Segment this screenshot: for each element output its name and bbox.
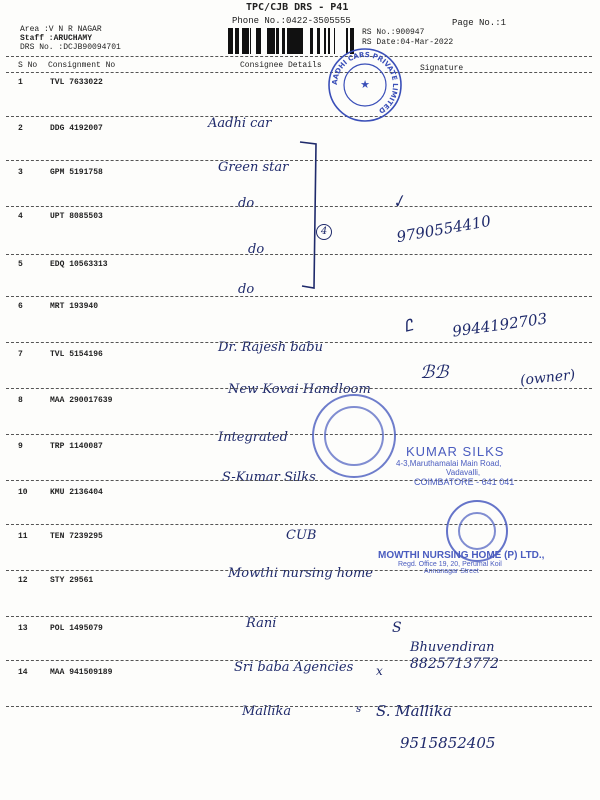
kumar-silks-name: KUMAR SILKS xyxy=(406,444,505,459)
row-divider xyxy=(6,616,592,617)
phone-number: Phone No.:0422-3505555 xyxy=(232,16,351,26)
sig-bhuvendiran: Bhuvendiran xyxy=(410,640,495,655)
row-divider xyxy=(6,342,592,343)
rs-date: RS Date:04-Mar-2022 xyxy=(362,38,454,47)
barcode-bar xyxy=(232,28,233,54)
row-consignee: Green star xyxy=(218,160,289,175)
kumar-silks-city: COIMBATORE - 641 041 xyxy=(414,477,515,487)
signature-row7: ℬℬ xyxy=(420,362,449,383)
row-consignment-no: TEN 7239295 xyxy=(50,532,103,541)
barcode-bar xyxy=(230,28,232,54)
x-mark: x xyxy=(376,664,383,678)
phone-handwritten-4: 9515852405 xyxy=(400,734,496,752)
barcode-bar xyxy=(235,28,238,54)
col-consignee: Consignee Details xyxy=(240,61,322,70)
row-sno: 14 xyxy=(18,668,28,677)
row-sno: 3 xyxy=(18,168,23,177)
row-divider xyxy=(6,116,592,117)
kumar-silks-address1: 4-3,Maruthamalai Main Road, xyxy=(396,459,502,468)
row-sno: 11 xyxy=(18,532,28,541)
barcode-bar xyxy=(295,28,296,54)
bracket-mark xyxy=(298,138,328,298)
row-sno: 9 xyxy=(18,442,23,451)
barcode-bar xyxy=(267,28,269,54)
phone-handwritten-2: 9944192703 xyxy=(451,309,549,341)
row-consignee: Sri baba Agencies xyxy=(234,660,354,675)
signature-row12: S xyxy=(392,620,402,636)
barcode-bar xyxy=(259,28,261,54)
scribble-signature: ✓ xyxy=(389,190,409,213)
rs-number: RS No.:900947 xyxy=(362,28,425,37)
row-sno: 2 xyxy=(18,124,23,133)
row-consignment-no: EDQ 10563313 xyxy=(50,260,108,269)
col-consignment: Consignment No xyxy=(48,61,116,70)
owner-note: (owner) xyxy=(519,367,577,389)
staff-label: Staff :ARUCHAMY xyxy=(20,34,93,43)
svg-text:★: ★ xyxy=(360,78,370,91)
row-consignment-no: MRT 193940 xyxy=(50,302,99,311)
kumar-silks-address2: Vadavalli, xyxy=(446,468,481,477)
phone-handwritten-3: 8825713772 xyxy=(410,656,500,672)
barcode-bar xyxy=(269,28,272,54)
row-consignee: Mallika xyxy=(242,704,292,719)
row-consignee: Integrated xyxy=(218,430,288,445)
cub-stamp-inner xyxy=(458,512,496,550)
row-consignment-no: TVL 5154196 xyxy=(50,350,103,359)
row-consignee: CUB xyxy=(286,528,317,543)
sig-mallika: S. Mallika xyxy=(376,702,453,720)
aadhi-cars-stamp xyxy=(326,46,404,124)
row-consignment-no: KMU 2136404 xyxy=(50,488,103,497)
mowthi-address2: Annanagar Street xyxy=(424,568,479,575)
row-consignment-no: POL 1495079 xyxy=(50,624,103,633)
barcode-bar xyxy=(299,28,301,54)
barcode-bar xyxy=(282,28,285,54)
barcode-bar xyxy=(238,28,239,54)
row-consignment-no: UPT 8085503 xyxy=(50,212,103,221)
circled-number: 4 xyxy=(316,224,332,240)
row-consignee: Mowthi nursing home xyxy=(228,566,373,581)
area-label: Area :V N R NAGAR xyxy=(20,25,102,34)
integrated-stamp-inner xyxy=(324,406,384,466)
kumar-silks-stamp xyxy=(396,444,564,487)
row-sno: 8 xyxy=(18,396,23,405)
barcode-bar xyxy=(250,28,251,54)
barcode-bar xyxy=(317,28,320,54)
row-consignee: New Kovai Handloom xyxy=(228,382,371,397)
row-sno: 5 xyxy=(18,260,23,269)
row-sno: 10 xyxy=(18,488,28,497)
row-sno: 4 xyxy=(18,212,23,221)
barcode-bar xyxy=(244,28,247,54)
row-consignee: do xyxy=(238,196,255,211)
row-consignment-no: GPM 5191758 xyxy=(50,168,103,177)
mowthi-name: MOWTHI NURSING HOME (P) LTD., xyxy=(378,550,545,561)
barcode-bar xyxy=(256,28,258,54)
document-title: TPC/CJB DRS - P41 xyxy=(246,2,349,13)
barcode-bar xyxy=(272,28,275,54)
barcode-bar xyxy=(258,28,259,54)
tick-mark: s xyxy=(356,704,362,715)
row-consignment-no: TRP 1140087 xyxy=(50,442,103,451)
row-sno: 1 xyxy=(18,78,23,87)
page-number: Page No.:1 xyxy=(452,18,507,28)
row-consignee: Dr. Rajesh babu xyxy=(218,340,323,355)
barcode-bar xyxy=(292,28,295,54)
row-divider xyxy=(6,706,592,707)
barcode-bar xyxy=(301,28,303,54)
row-sno: 6 xyxy=(18,302,23,311)
mowthi-address: Regd. Office 19, 20, Perumal Koil xyxy=(398,561,502,568)
aadhi-cars-stamp-text: AADHI CARS PRIVATE LIMITED xyxy=(330,50,400,115)
barcode-bar xyxy=(310,28,313,54)
barcode-bar xyxy=(276,28,279,54)
col-sno: S No xyxy=(18,61,38,70)
barcode-bar xyxy=(242,28,244,54)
row-divider xyxy=(6,434,592,435)
drs-number: DRS No. :DCJB90094701 xyxy=(20,43,121,52)
barcode-bar xyxy=(228,28,230,54)
row-consignee: do xyxy=(238,282,255,297)
row-sno: 7 xyxy=(18,350,23,359)
row-consignee: do xyxy=(248,242,265,257)
mowthi-stamp xyxy=(378,550,598,575)
row-consignment-no: STY 29561 xyxy=(50,576,94,585)
row-divider xyxy=(6,660,592,661)
row-sno: 13 xyxy=(18,624,28,633)
row-sno: 12 xyxy=(18,576,28,585)
row-consignee: S-Kumar Silks xyxy=(222,470,316,485)
row-consignment-no: TVL 7633022 xyxy=(50,78,103,87)
col-signature: Signature xyxy=(420,64,464,73)
barcode-bar xyxy=(247,28,249,54)
signature-row6: Ꮭ xyxy=(401,315,416,336)
barcode-bar xyxy=(287,28,289,54)
row-consignment-no: DDG 4192007 xyxy=(50,124,103,133)
phone-handwritten-1: 9790554410 xyxy=(395,211,493,247)
row-divider xyxy=(6,388,592,389)
row-consignee: Aadhi car xyxy=(208,116,272,131)
barcode-bar xyxy=(296,28,299,54)
row-consignment-no: MAA 290017639 xyxy=(50,396,113,405)
barcode-bar xyxy=(289,28,292,54)
row-consignment-no: MAA 941509189 xyxy=(50,668,113,677)
row-consignee: Rani xyxy=(246,616,277,631)
